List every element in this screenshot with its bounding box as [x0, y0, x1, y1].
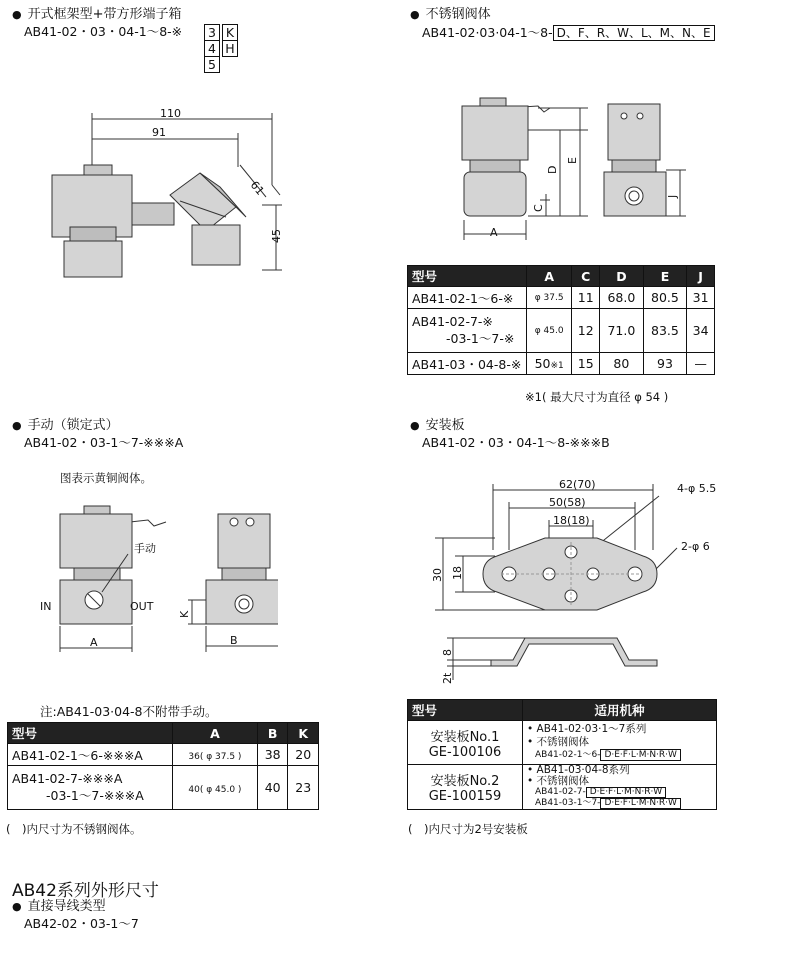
s3-table: [7, 722, 319, 810]
s2-dim-d: D: [546, 165, 559, 174]
s3-th-b: B: [257, 723, 288, 744]
s4-dim-2t: 2t: [441, 672, 454, 684]
table-row: AB41-03・04-8-※ 50※1 15 80 93 —: [408, 353, 715, 375]
s1-box-right: K H: [222, 24, 238, 57]
table-row: 安装板No.2 GE-100159 • AB41-03·04-8系列 • 不锈钢阀体 AB41-02-7- D·E·F·L·M·N·R·W AB41-03-1～7- D·E·F·L·M·N·R·W: [408, 765, 717, 810]
s3-label-in: IN: [40, 600, 52, 613]
s2-th-model: 型号: [408, 266, 527, 287]
s4-dim-30: 30: [431, 568, 444, 582]
s4-dim-18: 18: [451, 566, 464, 580]
s1-dim-110: 110: [160, 107, 181, 120]
s3-dim-b: B: [230, 634, 238, 647]
s2-model: AB41-02·03·04-1～8- D、F、R、W、L、M、N、E: [422, 25, 715, 41]
s2-drawing: [440, 90, 700, 250]
s2-th-j: J: [687, 266, 715, 287]
s2-th-a: A: [527, 266, 572, 287]
s2-model-box: D、F、R、W、L、M、N、E: [553, 25, 715, 41]
s4-note: ( )内尺寸为2号安装板: [408, 822, 528, 836]
s4-dim-50: 50(58): [549, 496, 586, 509]
s3-dim-a: A: [90, 636, 98, 649]
s3-label-out: OUT: [130, 600, 154, 613]
s1-box-left: 3 4 5: [204, 24, 220, 73]
s1-model: AB41-02・03・04-1～8-※: [24, 24, 183, 39]
s2-dim-c: C: [532, 204, 545, 212]
s4-th-model: 型号: [408, 700, 523, 721]
s3-th-model: 型号: [8, 723, 173, 744]
s5-heading: AB42系列外形尺寸: [12, 881, 159, 901]
s4-model: AB41-02・03・04-1～8-※※※B: [422, 435, 610, 450]
table-row: 安装板No.1 GE-100106 • AB41-02·03·1～7系列 • 不锈钢阀体 AB41-02-1～6- D·E·F·L·M·N·R·W: [408, 721, 717, 765]
table-row: AB41-02-1～6-※※※A 36( φ 37.5 ) 38 20: [8, 744, 319, 766]
table-row: AB41-02-7-※ -03-1～7-※ φ 45.0 12 71.0 83.5 34: [408, 309, 715, 353]
s3-title: ● 手动（锁定式）: [12, 418, 119, 433]
s4-th-apply: 适用机种: [523, 700, 717, 721]
s2-th-e: E: [643, 266, 687, 287]
s4-dim-62: 62(70): [559, 478, 596, 491]
s2-th-d: D: [600, 266, 644, 287]
s1-dim-61: 61: [247, 178, 267, 198]
s4-dim-18t: 18(18): [553, 514, 590, 527]
s4-drawing: [425, 476, 725, 696]
s4-table: [407, 699, 717, 810]
s3-note-bottom: ( )内尺寸为不锈钢阀体。: [6, 822, 142, 836]
s2-table: [407, 265, 715, 375]
s2-dim-a: A: [490, 226, 498, 239]
s4-dim-8: 8: [441, 649, 454, 656]
s1-dim-45: 45: [270, 229, 283, 243]
s3-drawing: [38, 500, 278, 660]
s3-th-a: A: [173, 723, 258, 744]
s4-hole-4: 4-φ 5.5: [677, 482, 717, 495]
s1-drawing: [40, 105, 300, 295]
s3-caption: 图表示黄铜阀体。: [60, 471, 152, 485]
s3-model: AB41-02・03-1～7-※※※A: [24, 435, 184, 450]
s3-dim-k: K: [178, 610, 191, 618]
s2-dim-e: E: [566, 157, 579, 164]
s4-hole-2: 2-φ 6: [681, 540, 710, 553]
s3-note-top: 注:AB41-03·04-8不附带手动。: [40, 704, 218, 719]
s2-note: ※1( 最大尺寸为直径 φ 54 ): [525, 390, 669, 404]
s3-label-manual: 手动: [134, 542, 156, 555]
s2-th-c: C: [572, 266, 600, 287]
s3-th-k: K: [288, 723, 319, 744]
s1-title: ● 开式框架型+带方形端子箱: [12, 7, 182, 22]
s5-model: AB42-02・03-1～7: [24, 916, 139, 931]
table-row: AB41-02-7-※※※A -03-1～7-※※※A 40( φ 45.0 ) 40 23: [8, 766, 319, 810]
s2-dim-j: J: [666, 194, 679, 198]
s1-dim-91: 91: [152, 126, 166, 139]
s2-title: ● 不锈钢阀体: [410, 7, 491, 22]
table-row: AB41-02-1～6-※ φ 37.5 11 68.0 80.5 31: [408, 287, 715, 309]
s5-title: ● 直接导线类型: [12, 899, 106, 914]
s4-title: ● 安装板: [410, 418, 465, 433]
